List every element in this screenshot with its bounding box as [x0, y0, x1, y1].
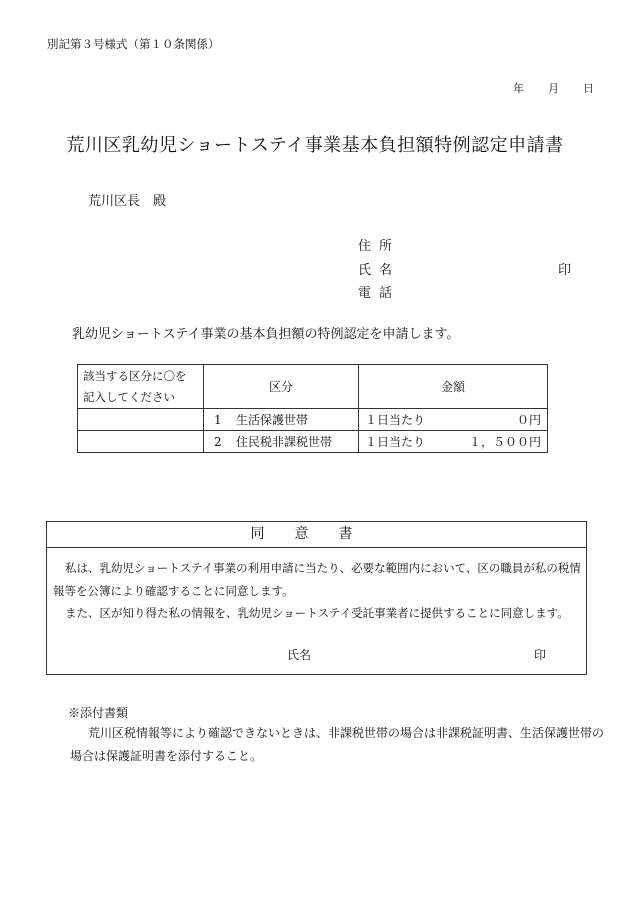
name-label: 氏名	[358, 263, 401, 278]
per-day-label: １日当たり	[365, 413, 426, 427]
table-row	[78, 431, 548, 453]
amount-cell	[359, 431, 548, 453]
applicant-seal-mark: 印	[558, 263, 572, 278]
mark-header-line2: 記入してください	[83, 389, 175, 404]
attachment-title: ※添付書類	[68, 706, 129, 720]
category-label: 住民税非課税世帯	[236, 435, 333, 449]
attachment-body	[70, 722, 605, 768]
consent-name-label: 氏名	[287, 648, 312, 662]
amount-value: １，５００円	[468, 435, 541, 449]
application-statement: 乳幼児ショートステイ事業の基本負担額の特例認定を申請します。	[72, 327, 460, 342]
fee-table	[77, 364, 548, 453]
table-row	[78, 409, 548, 431]
address-label: 住所	[358, 239, 401, 254]
consent-paragraph-1: 私は、乳幼児ショートステイ事業の利用申請に当たり、必要な範囲内において、区の職員が私の税情報等を公簿により確認することに同意します。	[53, 561, 581, 598]
consent-body	[53, 557, 583, 625]
amount-column-header: 金額	[359, 365, 548, 409]
mark-header-line1: 該当する区分に〇を	[83, 368, 187, 383]
date-line	[513, 80, 594, 96]
category-cell	[204, 409, 359, 431]
amount-value: ０円	[516, 413, 541, 427]
consent-paragraph-2: また、区が知り得た私の情報を、乳幼児ショートステイ受託事業者に提供することに同意します。	[65, 606, 569, 620]
date-year-label: 年	[513, 82, 524, 95]
mark-cell-welfare[interactable]	[78, 409, 204, 431]
category-label: 生活保護世帯	[236, 413, 309, 427]
amount-cell	[359, 409, 548, 431]
phone-label: 電話	[358, 286, 401, 301]
document-title: 荒川区乳幼児ショートステイ事業基本負担額特例認定申請書	[66, 135, 564, 156]
form-number: 別記第３号様式（第１０条関係）	[47, 37, 220, 51]
date-day-label: 日	[583, 82, 594, 95]
consent-title: 同意書	[47, 522, 586, 548]
mark-cell-tax-exempt[interactable]	[78, 431, 204, 453]
category-column-header: 区分	[204, 365, 359, 409]
attachment-text: 荒川区税情報等により確認できないときは、非課税世帯の場合は非課税証明書、生活保護世帯の場合は保護証明書を添付すること。	[70, 726, 605, 763]
category-cell	[204, 431, 359, 453]
addressee: 荒川区長 殿	[88, 194, 167, 209]
consent-box	[46, 521, 587, 675]
consent-seal-mark: 印	[534, 648, 547, 662]
fee-table-header-row	[78, 365, 548, 409]
category-number: 1	[214, 413, 222, 427]
date-month-label: 月	[548, 82, 559, 95]
category-number: 2	[214, 435, 222, 449]
mark-column-header	[78, 365, 204, 409]
per-day-label: １日当たり	[365, 435, 426, 449]
